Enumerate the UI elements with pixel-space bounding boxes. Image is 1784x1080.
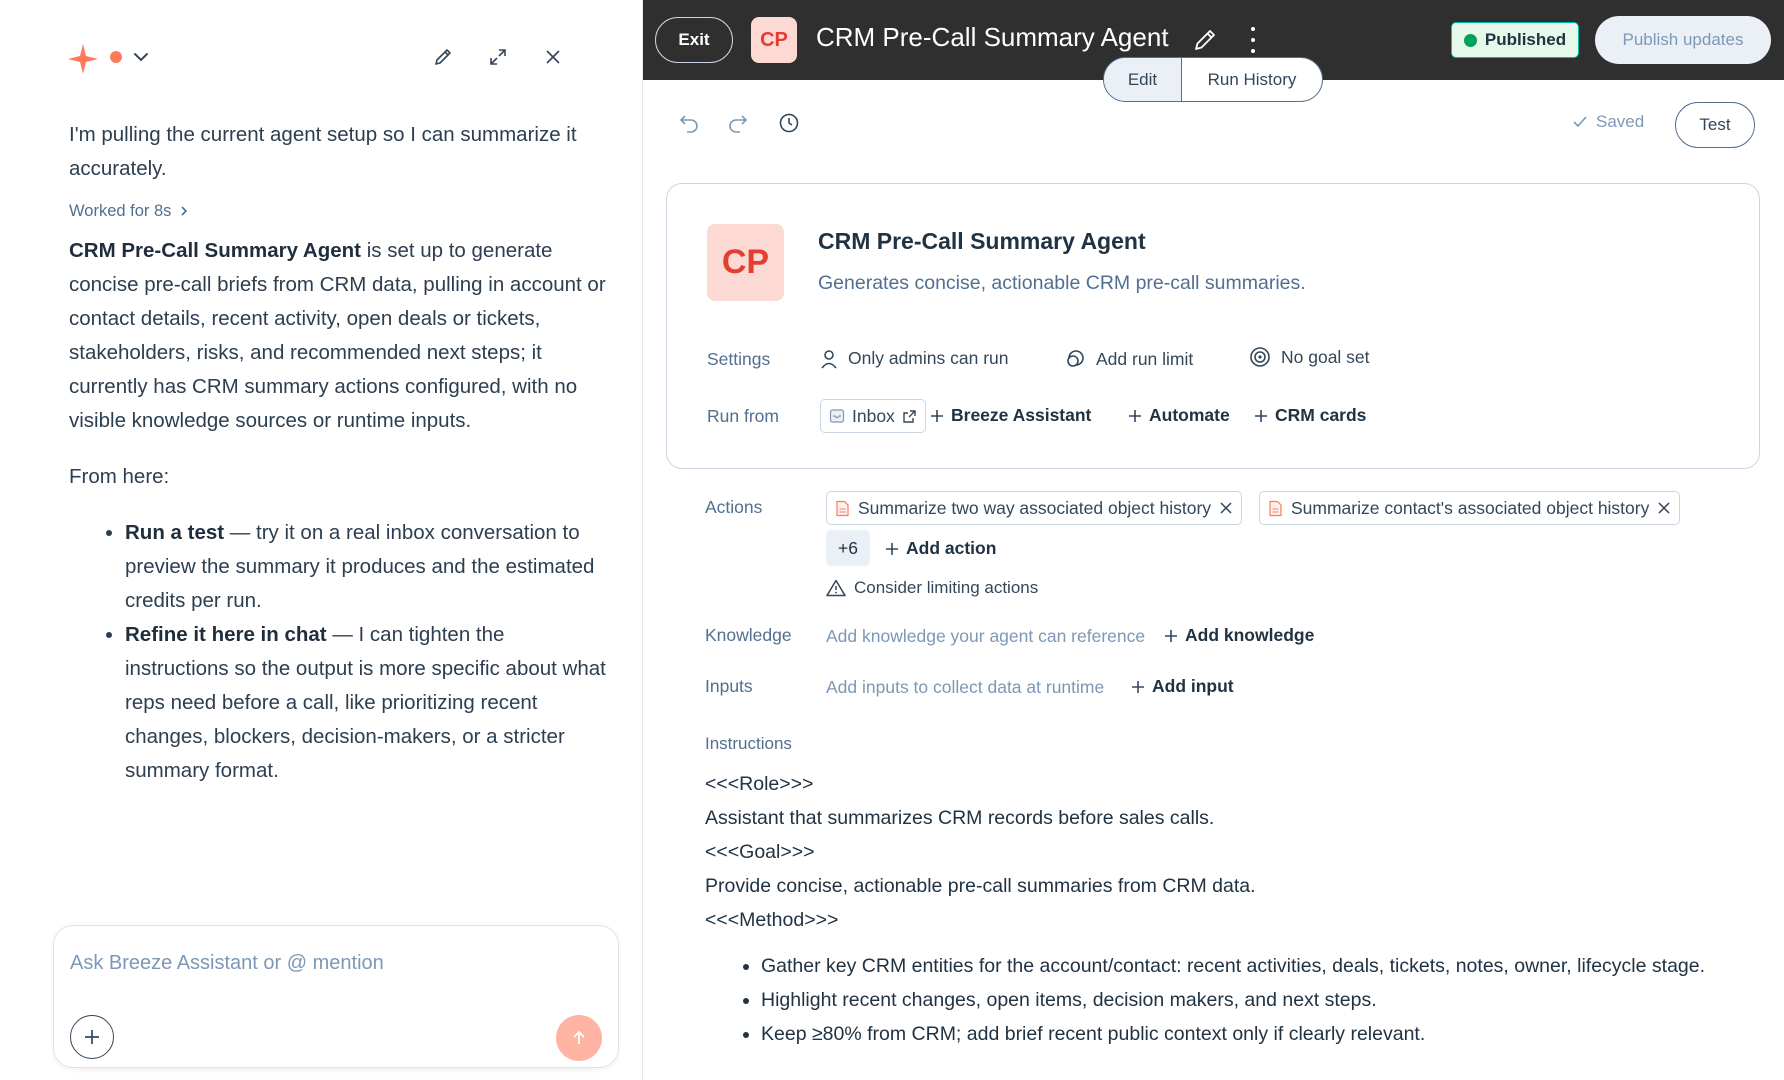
remove-action-icon[interactable] (1657, 501, 1671, 515)
undo-icon[interactable] (675, 109, 703, 137)
add-automate-button[interactable] (1127, 405, 1230, 426)
inputs-hint: Add inputs to collect data at runtime (826, 677, 1105, 697)
assistant-panel (0, 0, 643, 1080)
plus-icon (1163, 628, 1179, 644)
chat-composer (53, 925, 619, 1068)
summary-agent-name: CRM Pre-Call Summary Agent (69, 239, 361, 262)
tab-run-history[interactable]: Run History (1207, 69, 1297, 89)
actions-warning (826, 578, 1038, 598)
edit-pencil-icon[interactable] (430, 44, 456, 70)
action-label: Summarize contact's associated object history (1291, 497, 1650, 518)
setting-label: Add run limit (1096, 348, 1194, 369)
instructions-label: Instructions (705, 734, 792, 753)
assistant-message (69, 118, 609, 788)
plus-icon (929, 408, 945, 424)
chevron-right-icon (177, 204, 191, 218)
test-button[interactable]: Test (1675, 102, 1755, 148)
add-breeze-assistant-button[interactable] (929, 405, 1091, 426)
exit-button[interactable]: Exit (655, 17, 733, 63)
status-badge (1451, 22, 1579, 58)
option-list (69, 516, 609, 788)
settings-label: Settings (707, 349, 771, 369)
close-icon[interactable] (540, 44, 566, 70)
add-knowledge-button[interactable] (1163, 625, 1314, 646)
person-icon (820, 349, 838, 369)
assistant-summary (69, 234, 609, 438)
summary-text: is set up to generate concise pre-call briefs from CRM data, pulling in account or contact details, recent activity, open deals or tickets, stakeholders, risks, and recommended next steps; it currently has CRM summary actions configured, with no visible knowledge sources or runtime inputs. (69, 239, 606, 432)
saved-indicator (1572, 112, 1644, 132)
published-dot (1464, 34, 1477, 47)
option-title: Refine it here in chat (125, 623, 327, 646)
target-icon (1249, 346, 1271, 368)
add-knowledge-label: Add knowledge (1185, 625, 1315, 645)
add-label: CRM cards (1275, 405, 1367, 425)
setting-label: No goal set (1281, 346, 1370, 367)
setting-run-permission[interactable] (820, 348, 1009, 369)
check-icon (1572, 114, 1588, 130)
plus-icon (1127, 408, 1143, 424)
add-action-label: Add action (906, 538, 997, 558)
inputs-label: Inputs (705, 676, 753, 696)
plus-icon (82, 1027, 102, 1047)
arrow-up-icon (569, 1028, 589, 1048)
agent-avatar-small: CP (751, 17, 797, 63)
knowledge-label: Knowledge (705, 625, 792, 645)
plus-icon (1130, 679, 1146, 695)
limit-icon (1064, 348, 1086, 370)
plus-icon (1253, 408, 1269, 424)
setting-goal[interactable] (1249, 346, 1370, 368)
status-dot (110, 51, 122, 63)
add-action-button[interactable] (884, 538, 996, 559)
list-item: • Gather key CRM entities for the account/contact: recent activities, deals, tickets, notes, owner, lifecycle stage. (761, 949, 1745, 983)
agent-title: CRM Pre-Call Summary Agent (816, 22, 1169, 52)
run-from-label: Run from (707, 406, 779, 426)
list-item: • Keep ≥80% from CRM; add brief recent public context only if clearly relevant. (761, 1017, 1745, 1051)
add-input-button[interactable] (1130, 676, 1234, 697)
from-here: From here: (69, 465, 170, 488)
more-actions-badge[interactable]: +6 (826, 530, 870, 566)
plus-icon (884, 541, 900, 557)
external-link-icon (902, 409, 917, 424)
rename-pencil-icon[interactable] (1191, 26, 1219, 54)
add-input-label: Add input (1152, 676, 1234, 696)
assistant-intro: I'm pulling the current agent setup so I can summarize it accurately. (69, 123, 577, 180)
warning-text: Consider limiting actions (854, 578, 1039, 597)
more-options-icon[interactable] (1243, 24, 1263, 56)
expand-icon[interactable] (485, 44, 511, 70)
instruction-bullets (705, 949, 1745, 1051)
redo-icon[interactable] (724, 109, 752, 137)
agent-card (666, 183, 1760, 469)
action-label: Summarize two way associated object history (858, 497, 1212, 518)
knowledge-hint: Add knowledge your agent can reference (826, 626, 1146, 646)
chat-input[interactable] (70, 952, 590, 975)
actions-label: Actions (705, 497, 763, 517)
chevron-down-icon[interactable] (130, 46, 152, 68)
assistant-header (68, 40, 608, 76)
run-from-inbox-chip[interactable] (820, 399, 926, 433)
status-label: Published (1484, 30, 1567, 49)
instruction-line: <<<Role>>> (705, 773, 814, 795)
send-button[interactable] (556, 1015, 602, 1061)
breeze-sparkle-icon (68, 42, 102, 76)
setting-label: Only admins can run (848, 348, 1009, 368)
list-item (125, 618, 609, 788)
option-title: Run a test (125, 521, 225, 544)
action-chip (826, 491, 1242, 525)
view-toggle (1103, 57, 1323, 102)
history-clock-icon[interactable] (775, 109, 803, 137)
action-chip (1259, 491, 1680, 525)
add-label: Automate (1149, 405, 1230, 425)
document-icon (1268, 500, 1283, 517)
instruction-line: Assistant that summarizes CRM records before sales calls. (705, 807, 1215, 829)
instruction-line: <<<Method>>> (705, 909, 839, 931)
saved-label: Saved (1596, 112, 1645, 131)
instruction-line: <<<Goal>>> (705, 841, 815, 863)
add-label: Breeze Assistant (951, 405, 1092, 425)
option-text: — I can tighten the instructions so the output is more specific about what reps need before a call, like prioritizing recent changes, blockers, decision-makers, or a stricter summary format. (125, 623, 606, 782)
agent-avatar: CP (707, 224, 784, 301)
inbox-icon (829, 408, 845, 424)
setting-run-limit[interactable] (1064, 348, 1193, 370)
instructions-editor[interactable] (705, 767, 1745, 1051)
agent-name: CRM Pre-Call Summary Agent (818, 228, 1146, 254)
worked-label: Worked for 8s (69, 202, 172, 220)
attach-plus-button[interactable] (70, 1015, 114, 1059)
warning-icon (826, 579, 846, 597)
list-item (125, 516, 609, 618)
tab-edit[interactable]: Edit (1104, 58, 1182, 101)
instruction-line: Provide concise, actionable pre-call summaries from CRM data. (705, 875, 1256, 897)
add-crm-cards-button[interactable] (1253, 405, 1366, 426)
agent-description: Generates concise, actionable CRM pre-call summaries. (818, 272, 1306, 294)
document-icon (835, 500, 850, 517)
list-item: • Highlight recent changes, open items, decision makers, and next steps. (761, 983, 1745, 1017)
remove-action-icon[interactable] (1219, 501, 1233, 515)
publish-updates-button[interactable]: Publish updates (1595, 16, 1771, 64)
option-text: — try it on a real inbox conversation to preview the summary it produces and the estimated credits per run. (125, 521, 595, 612)
worked-toggle[interactable] (69, 194, 609, 228)
inbox-label: Inbox (852, 405, 895, 426)
